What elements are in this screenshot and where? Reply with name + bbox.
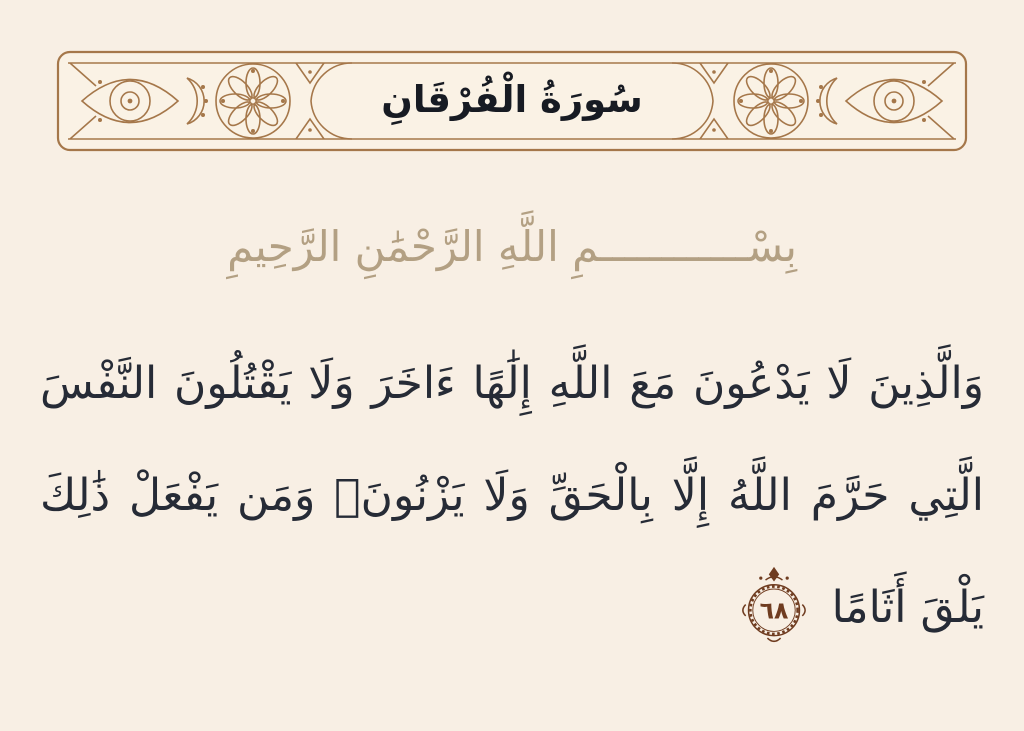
ayah-number-medallion [740, 564, 808, 647]
surah-header-banner [56, 50, 968, 152]
ayah-number: ٦٨ [759, 596, 789, 625]
verse-line-2: الَّتِي حَرَّمَ اللَّهُ إِلَّا بِالْحَقِّ وَلَا يَزْنُونَۚ وَمَن يَفْعَلْ ذَٰلِكَ [40, 470, 984, 521]
verse-block [0, 328, 1024, 664]
quran-page [0, 50, 1024, 731]
verse-line-3-text: يَلْقَ أَثَامًا [831, 582, 984, 633]
medallion-crown-icon [768, 566, 778, 581]
surah-title: سُورَةُ الْفُرْقَانِ [381, 77, 643, 121]
bismillah-text: بِسْــــــــــــمِ اللَّهِ الرَّحْمَٰنِ الرَّحِيمِ [227, 222, 797, 271]
verse-line-3 [40, 552, 984, 664]
verse-line-1: وَالَّذِينَ لَا يَدْعُونَ مَعَ اللَّهِ إِلَٰهًا ءَاخَرَ وَلَا يَقْتُلُونَ النَّفْسَ [40, 358, 984, 409]
